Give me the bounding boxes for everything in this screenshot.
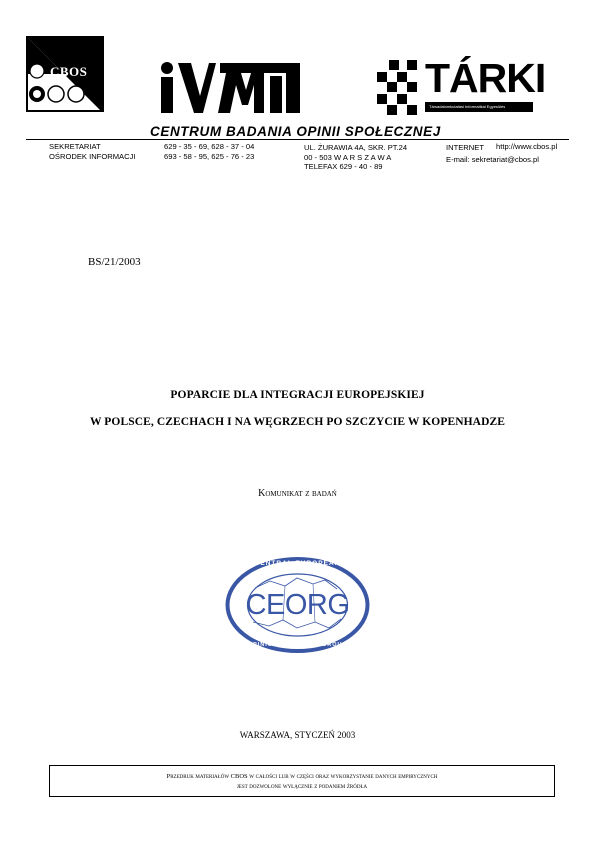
institution-title: CENTRUM BADANIA OPINII SPOŁECZNEJ (150, 124, 441, 139)
copyright-notice-line-1: Przedruk materiałów CBOS w całości lub w części oraz wykorzystanie danych empirycznych (166, 773, 438, 780)
ceorg-wordmark: CEORG (245, 589, 350, 621)
header-rule (26, 139, 569, 140)
website-link[interactable]: http://www.cbos.pl (496, 142, 558, 151)
place-and-date: WARSZAWA, STYCZEŃ 2003 (239, 730, 356, 740)
report-title-line-2: W POLSCE, CZECHACH I NA WĘGRZECH PO SZCZYCIE W KOPENHADZE (89, 416, 506, 428)
tarki-tagline-bar (425, 102, 533, 112)
contact-phones (164, 142, 254, 161)
tarki-tagline: Társadalomkutatási Informatikai Egyesülés (429, 104, 506, 109)
phone-information-center: 693 - 58 - 95, 625 - 76 - 23 (164, 151, 255, 161)
ivm-logo-icon (158, 60, 303, 115)
internet-label: INTERNET (446, 143, 484, 152)
ceorg-ring-top: CENTRAL EUROPEAN (254, 560, 341, 567)
copyright-notice (49, 765, 555, 797)
label-information-center: OŚRODEK INFORMACJI (49, 151, 136, 161)
contact-labels (49, 142, 136, 161)
tarki-logo-icon (377, 55, 546, 115)
phone-secretariat: 629 - 35 - 69, 628 - 37 - 04 (164, 142, 255, 151)
address-fax: TELEFAX 629 - 40 - 89 (304, 162, 383, 171)
ceorg-ring-bottom: OPINION RESEARCH GROUP (247, 642, 348, 648)
tarki-logo-text: TÁRKI (425, 55, 546, 101)
address-street: UL. ŻURAWIA 4A, SKR. PT.24 (304, 143, 408, 152)
cbos-logo-text: CBOS (50, 64, 88, 79)
cbos-logo-icon (26, 36, 104, 112)
report-subtitle: Komunikat z badań (258, 488, 337, 499)
copyright-notice-line-2: jest dozwolone wyłącznie z podaniem źródła (236, 783, 368, 790)
report-reference: BS/21/2003 (88, 256, 141, 268)
email-link[interactable]: E-mail: sekretariat@cbos.pl (446, 155, 539, 164)
contact-address (304, 143, 407, 172)
ceorg-logo-icon (225, 556, 370, 654)
report-title-line-1: POPARCIE DLA INTEGRACJI EUROPEJSKIEJ (170, 389, 425, 401)
address-city: 00 - 503 W A R S Z A W A (304, 152, 392, 162)
label-secretariat: SEKRETARIAT (49, 142, 101, 151)
